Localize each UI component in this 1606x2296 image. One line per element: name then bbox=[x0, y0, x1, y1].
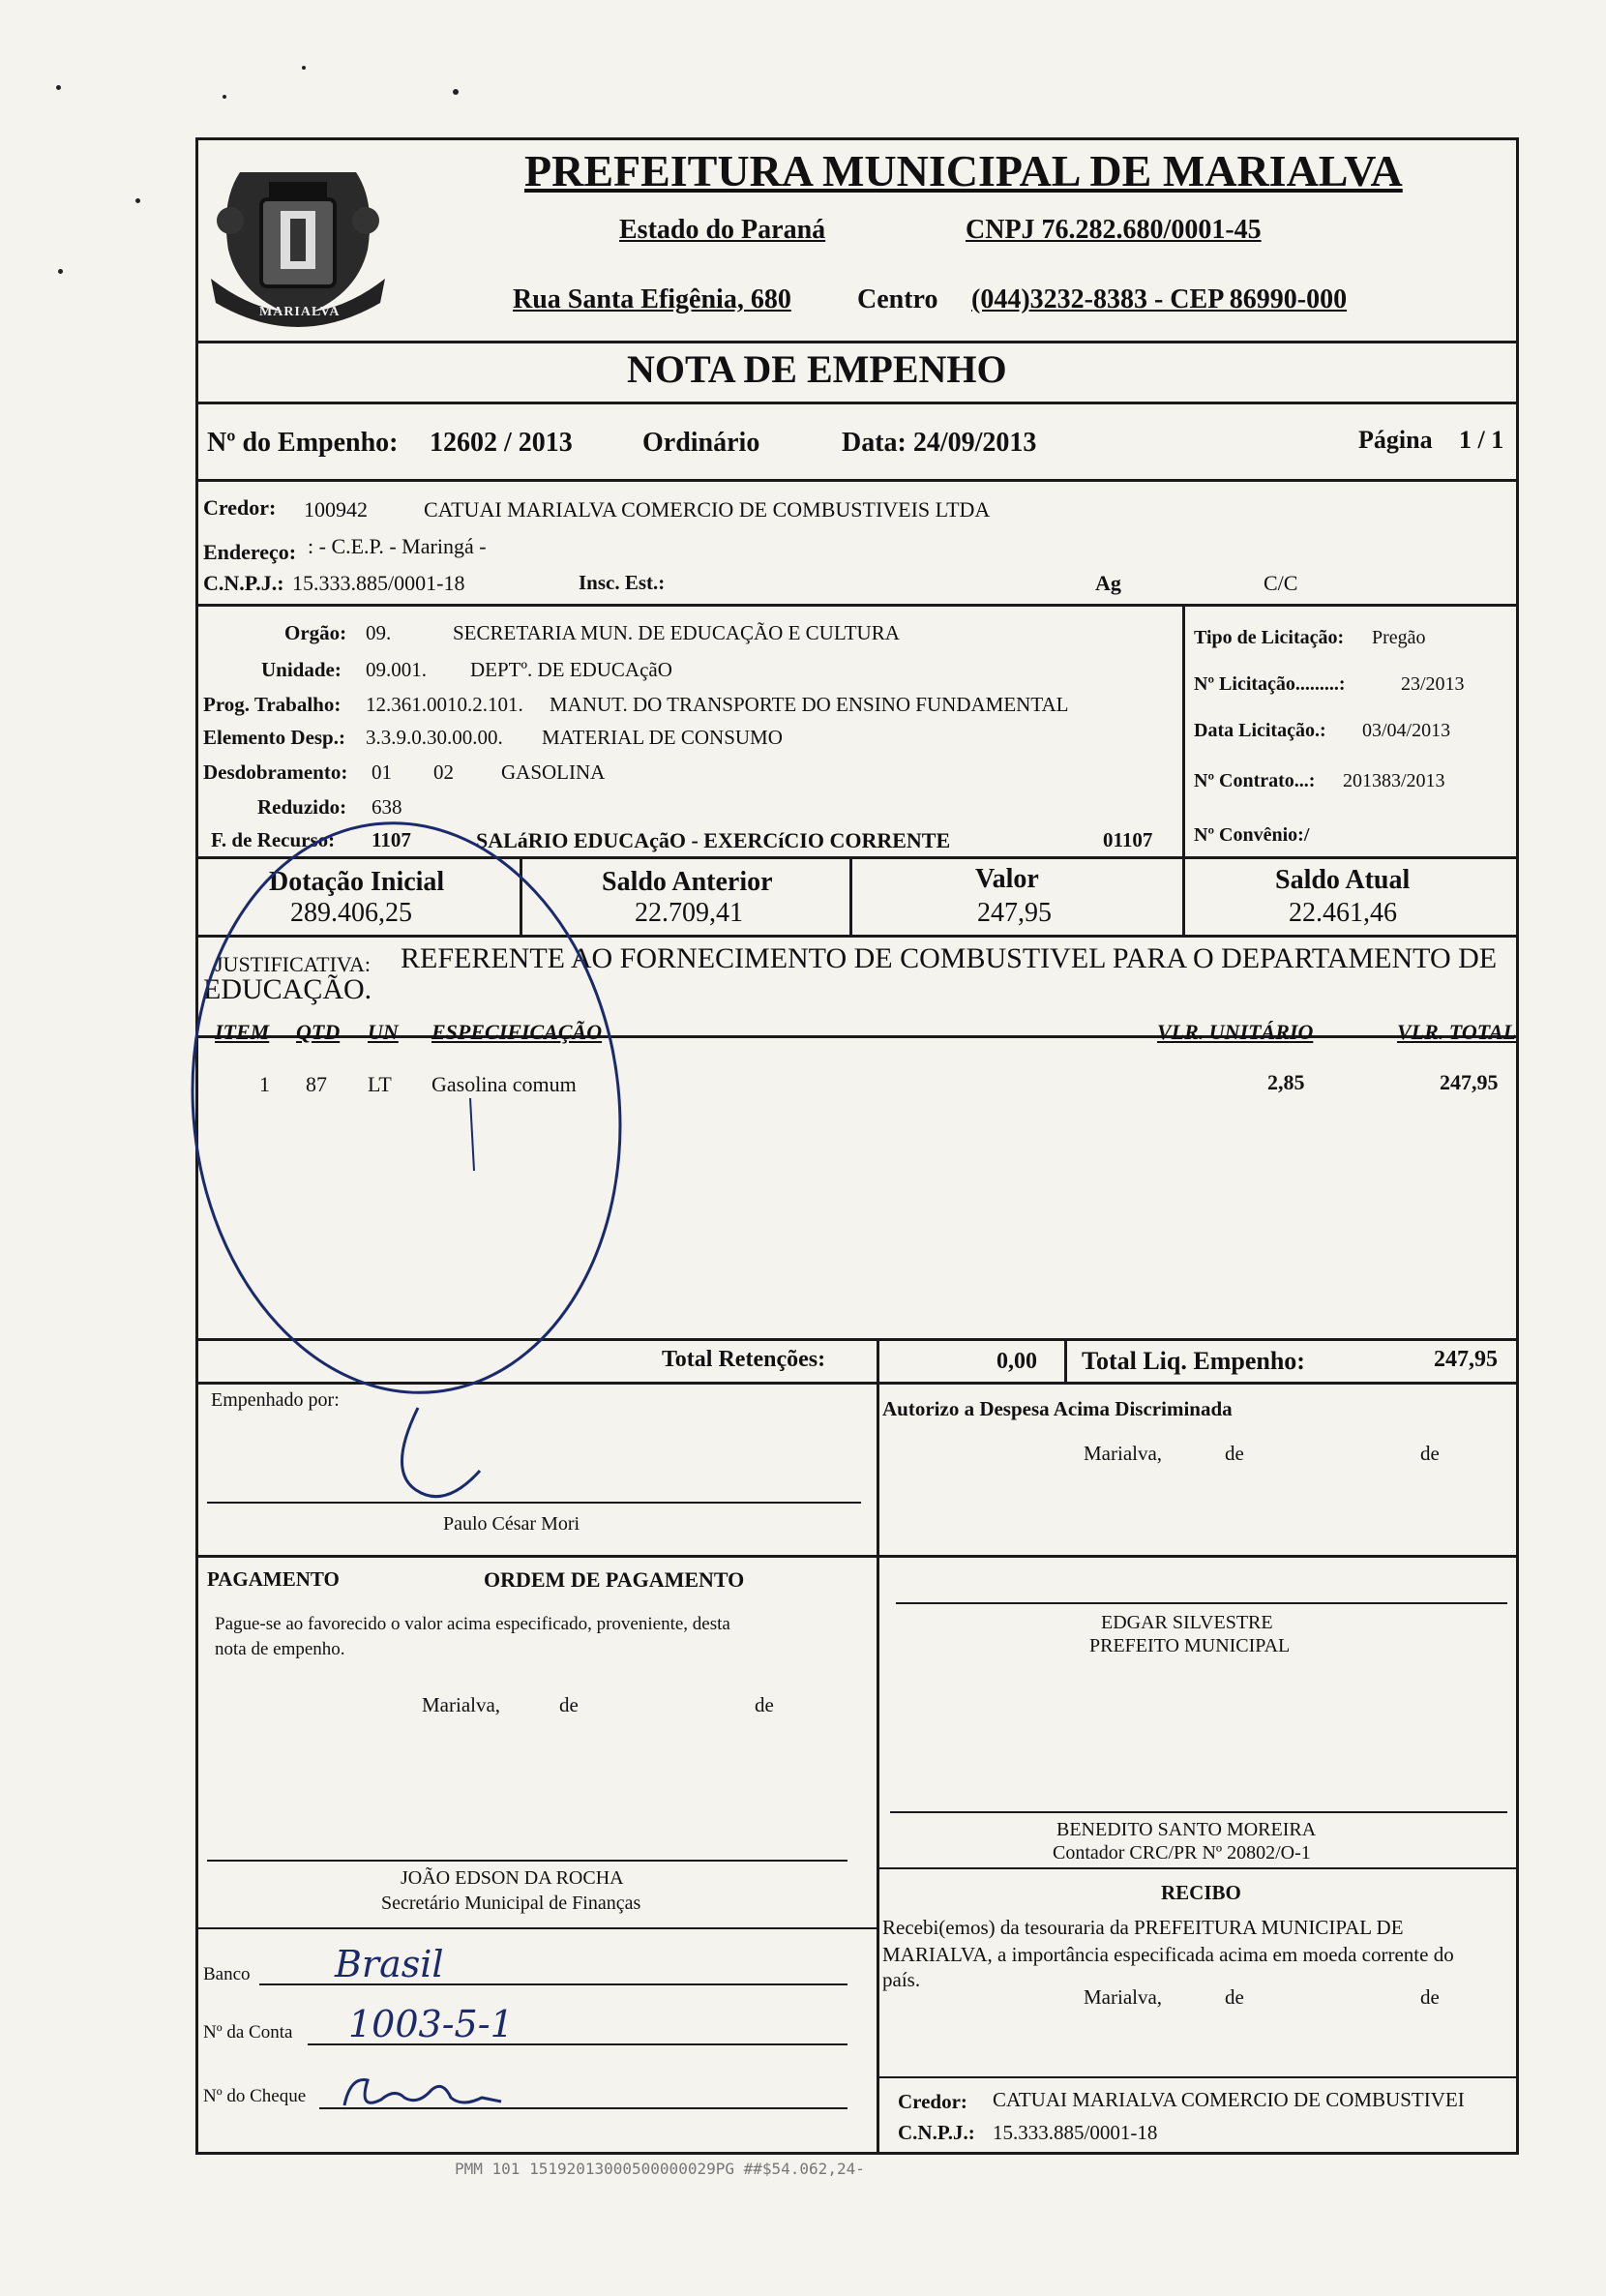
col-un: UN bbox=[368, 1020, 399, 1044]
col-spec: ESPECIFICAÇÃO bbox=[431, 1020, 603, 1044]
orgao-code: 09. bbox=[366, 621, 392, 644]
saldo-anterior-value: 22.709,41 bbox=[635, 898, 743, 928]
empenho-label: Nº do Empenho: bbox=[207, 428, 399, 458]
autorizo-place: Marialva, bbox=[1084, 1442, 1163, 1465]
total-liquido-label: Total Liq. Empenho: bbox=[1082, 1347, 1305, 1375]
autorizo-label: Autorizo a Despesa Acima Discriminada bbox=[882, 1397, 1233, 1420]
conta-label: Nº da Conta bbox=[203, 2022, 293, 2043]
unidade-name: DEPTº. DE EDUCAçãO bbox=[470, 658, 672, 681]
page-number: 1 / 1 bbox=[1459, 426, 1504, 454]
row-qtd: 87 bbox=[306, 1072, 327, 1096]
desdobramento-b: 02 bbox=[433, 760, 454, 784]
justificativa-line-1: REFERENTE AO FORNECIMENTO DE COMBUSTIVEL PARA O DEPARTAMENTO DE bbox=[401, 942, 1498, 974]
row-spec: Gasolina comum bbox=[431, 1072, 577, 1096]
col-item: ITEM bbox=[215, 1020, 270, 1044]
recibo-text-1: Recebi(emos) da tesouraria da PREFEITURA MUNICIPAL DE bbox=[882, 1916, 1404, 1939]
state-name: Estado do Paraná bbox=[619, 215, 826, 245]
credor-label: Credor: bbox=[203, 495, 277, 520]
prefeito-title: PREFEITO MUNICIPAL bbox=[1089, 1635, 1291, 1656]
reduzido-label: Reduzido: bbox=[257, 795, 347, 819]
address-value: : - C.E.P. - Maringá - bbox=[308, 534, 487, 558]
valor-label: Valor bbox=[975, 864, 1039, 894]
orgao-label: Orgão: bbox=[284, 621, 347, 644]
banco-label: Banco bbox=[203, 1964, 251, 1984]
secretario-name: JOÃO EDSON DA ROCHA bbox=[401, 1867, 624, 1889]
reduzido-value: 638 bbox=[372, 795, 402, 819]
recibo-text-2: MARIALVA, a importância especificada acima em moeda corrente do bbox=[882, 1943, 1454, 1966]
recurso-label: F. de Recurso: bbox=[211, 828, 336, 851]
licitacao-num: 23/2013 bbox=[1401, 673, 1465, 695]
dotacao-value: 289.406,25 bbox=[290, 898, 412, 928]
insc-est-label: Insc. Est.: bbox=[579, 571, 666, 594]
prefeito-name: EDGAR SILVESTRE bbox=[1101, 1612, 1273, 1633]
pagamento-de-2: de bbox=[755, 1693, 774, 1716]
col-total: VLR. TOTAL bbox=[1397, 1020, 1517, 1044]
row-total: 247,95 bbox=[1440, 1070, 1499, 1094]
recibo-place: Marialva, bbox=[1084, 1985, 1163, 2009]
total-retencoes-label: Total Retenções: bbox=[662, 1347, 826, 1372]
recibo-text-3: país. bbox=[882, 1968, 921, 1991]
licitacao-num-label: Nº Licitação.........: bbox=[1194, 673, 1346, 695]
empenho-number: 12602 / 2013 bbox=[430, 428, 573, 458]
recibo-credor-label: Credor: bbox=[898, 2090, 967, 2113]
recibo-cnpj: 15.333.885/0001-18 bbox=[993, 2121, 1158, 2144]
justificativa-line-2: EDUCAÇÃO. bbox=[203, 973, 372, 1005]
unidade-label: Unidade: bbox=[261, 658, 342, 681]
banco-handwriting: Brasil bbox=[335, 1943, 444, 1985]
desdobramento-label: Desdobramento: bbox=[203, 760, 348, 784]
recurso-code: 1107 bbox=[372, 828, 411, 851]
page-title: PREFEITURA MUNICIPAL DE MARIALVA bbox=[524, 146, 1403, 195]
doc-title: NOTA DE EMPENHO bbox=[627, 347, 1007, 391]
secretario-title: Secretário Municipal de Finanças bbox=[381, 1893, 641, 1914]
pagamento-label: PAGAMENTO bbox=[207, 1567, 340, 1591]
total-liquido-value: 247,95 bbox=[1434, 1347, 1498, 1372]
data-licitacao: 03/04/2013 bbox=[1362, 720, 1451, 741]
ordem-pagamento-label: ORDEM DE PAGAMENTO bbox=[484, 1567, 745, 1592]
seal-text: MARIALVA bbox=[259, 305, 341, 319]
saldo-atual-value: 22.461,46 bbox=[1289, 898, 1397, 928]
dotacao-label: Dotação Inicial bbox=[269, 867, 445, 897]
cnpj-municipal: CNPJ 76.282.680/0001-45 bbox=[966, 215, 1262, 245]
elemento-code: 3.3.9.0.30.00.00. bbox=[366, 726, 503, 749]
credor-cnpj-label: C.N.P.J.: bbox=[203, 571, 284, 595]
prog-label: Prog. Trabalho: bbox=[203, 693, 342, 716]
cc-label: C/C bbox=[1264, 571, 1298, 595]
contador-title: Contador CRC/PR Nº 20802/O-1 bbox=[1053, 1842, 1311, 1864]
prog-code: 12.361.0010.2.101. bbox=[366, 693, 523, 716]
justificativa-label: JUSTIFICATIVA: bbox=[215, 952, 371, 976]
recibo-de-2: de bbox=[1420, 1985, 1440, 2009]
recibo-de-1: de bbox=[1225, 1985, 1244, 2009]
col-unit: VLR. UNITÁRIO bbox=[1157, 1020, 1314, 1044]
district: Centro bbox=[857, 284, 938, 314]
row-unit: 2,85 bbox=[1267, 1070, 1305, 1094]
tipo-licitacao: Pregão bbox=[1372, 627, 1426, 648]
contrato-label: Nº Contrato...: bbox=[1194, 770, 1316, 791]
street-address: Rua Santa Efigênia, 680 bbox=[513, 284, 791, 314]
empenhado-name: Paulo César Mori bbox=[443, 1513, 580, 1535]
recurso-name: SALáRIO EDUCAçãO - EXERCíCIO CORRENTE bbox=[476, 828, 951, 852]
orgao-name: SECRETARIA MUN. DE EDUCAÇÃO E CULTURA bbox=[453, 621, 900, 644]
contador-name: BENEDITO SANTO MOREIRA bbox=[1056, 1819, 1317, 1840]
page-label: Página bbox=[1358, 426, 1433, 454]
col-qtd: QTD bbox=[296, 1020, 341, 1044]
pagamento-text-1: Pague-se ao favorecido o valor acima especificado, proveniente, desta bbox=[215, 1614, 730, 1634]
pagamento-de-1: de bbox=[559, 1693, 579, 1716]
credor-name: CATUAI MARIALVA COMERCIO DE COMBUSTIVEIS LTDA bbox=[424, 497, 991, 522]
desdobramento-name: GASOLINA bbox=[501, 760, 606, 784]
convenio-label: Nº Convênio:/ bbox=[1194, 824, 1310, 846]
data-licitacao-label: Data Licitação.: bbox=[1194, 720, 1326, 741]
recibo-cnpj-label: C.N.P.J.: bbox=[898, 2121, 975, 2144]
ag-label: Ag bbox=[1095, 571, 1121, 595]
credor-cnpj: 15.333.885/0001-18 bbox=[292, 571, 465, 595]
empenhado-label: Empenhado por: bbox=[211, 1389, 340, 1411]
empenho-type: Ordinário bbox=[642, 428, 760, 458]
row-item: 1 bbox=[259, 1072, 270, 1096]
unidade-code: 09.001. bbox=[366, 658, 427, 681]
credor-code: 100942 bbox=[304, 497, 368, 522]
phone-cep: (044)3232-8383 - CEP 86990-000 bbox=[971, 284, 1348, 314]
cheque-label: Nº do Cheque bbox=[203, 2086, 307, 2106]
recibo-title: RECIBO bbox=[1161, 1881, 1241, 1904]
recurso-number: 01107 bbox=[1103, 828, 1153, 851]
empenho-date: Data: 24/09/2013 bbox=[842, 428, 1037, 458]
pagamento-text-2: nota de empenho. bbox=[215, 1639, 345, 1659]
pagamento-place: Marialva, bbox=[422, 1693, 501, 1716]
elemento-name: MATERIAL DE CONSUMO bbox=[542, 726, 783, 749]
address-label: Endereço: bbox=[203, 540, 297, 564]
saldo-anterior-label: Saldo Anterior bbox=[602, 867, 773, 897]
conta-handwriting: 1003-5-1 bbox=[348, 2003, 514, 2045]
contrato-value: 201383/2013 bbox=[1343, 770, 1445, 791]
valor-value: 247,95 bbox=[977, 898, 1052, 928]
recibo-credor-name: CATUAI MARIALVA COMERCIO DE COMBUSTIVEI bbox=[993, 2088, 1465, 2111]
elemento-label: Elemento Desp.: bbox=[203, 726, 345, 749]
autorizo-de-2: de bbox=[1420, 1442, 1440, 1465]
footer-code: PMM 101 15192013000500000029PG ##$54.062,24- bbox=[455, 2160, 865, 2178]
autorizo-de-1: de bbox=[1225, 1442, 1244, 1465]
row-un: LT bbox=[368, 1072, 392, 1096]
prog-name: MANUT. DO TRANSPORTE DO ENSINO FUNDAMENTAL bbox=[550, 693, 1069, 716]
tipo-licitacao-label: Tipo de Licitação: bbox=[1194, 627, 1345, 648]
desdobramento-a: 01 bbox=[372, 760, 392, 784]
total-retencoes-value: 0,00 bbox=[996, 1349, 1037, 1374]
saldo-atual-label: Saldo Atual bbox=[1275, 865, 1411, 895]
